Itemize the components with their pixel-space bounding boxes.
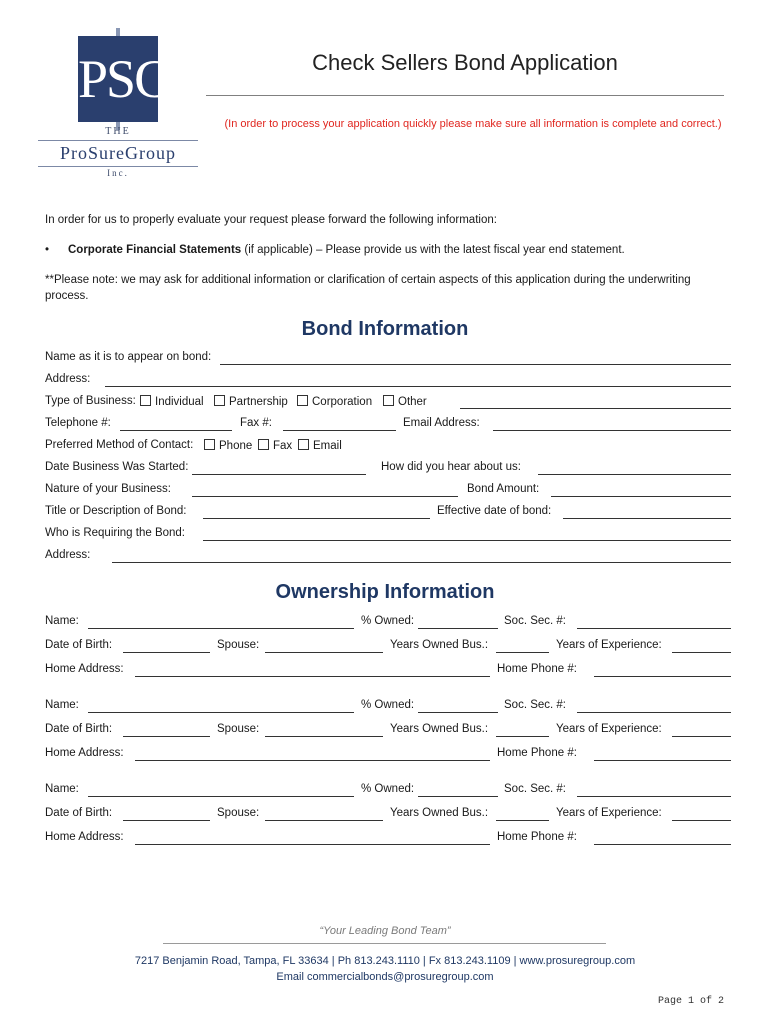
company-logo: PSG — [78, 36, 158, 122]
checkbox-box[interactable] — [383, 395, 394, 406]
owner-spouse-field[interactable] — [265, 652, 383, 653]
owner-percent-field[interactable] — [418, 712, 498, 713]
owner-spouse-label: Spouse: — [217, 639, 260, 651]
owner-years-owned-label: Years Owned Bus.: — [390, 723, 489, 735]
owner-years-owned-field[interactable] — [496, 736, 549, 737]
owner-name-field[interactable] — [88, 712, 354, 713]
checkbox-box[interactable] — [297, 395, 308, 406]
telephone-field[interactable] — [120, 430, 232, 431]
owner-name-field[interactable] — [88, 796, 354, 797]
owner-spouse-field[interactable] — [265, 820, 383, 821]
bond-amount-label: Bond Amount: — [467, 483, 540, 495]
contact-fax-checkbox[interactable] — [258, 439, 292, 452]
owner-percent-field[interactable] — [418, 628, 498, 629]
owner-years-owned-label: Years Owned Bus.: — [390, 807, 489, 819]
owner-experience-field[interactable] — [672, 820, 731, 821]
ownership-information-heading: Ownership Information — [275, 581, 495, 603]
owner-home-address-field[interactable] — [135, 844, 490, 845]
owner-ssn-field[interactable] — [577, 628, 731, 629]
owner-name-label: Name: — [45, 783, 79, 795]
contact-phone-label: Phone — [219, 440, 253, 452]
bond-information-heading: Bond Information — [301, 318, 469, 340]
owner-home-phone-field[interactable] — [594, 676, 731, 677]
bond-title-label: Title or Description of Bond: — [45, 505, 187, 517]
page-title: Check Sellers Bond Application — [312, 50, 618, 75]
type-other-label: Other — [398, 396, 427, 408]
nature-field[interactable] — [192, 496, 458, 497]
owner-spouse-field[interactable] — [265, 736, 383, 737]
owner-dob-label: Date of Birth: — [45, 807, 113, 819]
owner-dob-label: Date of Birth: — [45, 639, 113, 651]
completeness-notice: (In order to process your application quickly please make sure all information is complete and correct.) — [224, 118, 722, 130]
heard-about-label: How did you hear about us: — [381, 461, 522, 473]
owner-home-address-field[interactable] — [135, 760, 490, 761]
owner-spouse-label: Spouse: — [217, 723, 260, 735]
owner-home-phone-label: Home Phone #: — [497, 747, 577, 759]
fax-field[interactable] — [283, 430, 396, 431]
footer-tagline: “Your Leading Bond Team” — [319, 925, 451, 937]
checkbox-box[interactable] — [140, 395, 151, 406]
bullet-item — [68, 244, 748, 256]
type-individual-label: Individual — [155, 396, 204, 408]
bullet-dot: • — [45, 244, 50, 256]
owner-experience-label: Years of Experience: — [556, 639, 662, 651]
type-other-checkbox[interactable] — [383, 395, 427, 408]
bullet-rest-text: (if applicable) – Please provide us with the latest fiscal year end statement. — [241, 244, 625, 256]
contact-phone-checkbox[interactable] — [204, 439, 252, 452]
date-started-label: Date Business Was Started: — [45, 461, 189, 473]
owner-dob-field[interactable] — [123, 652, 210, 653]
owner-home-phone-field[interactable] — [594, 844, 731, 845]
owner-home-phone-label: Home Phone #: — [497, 663, 577, 675]
owner-percent-label: % Owned: — [361, 615, 415, 627]
checkbox-box[interactable] — [204, 439, 215, 450]
logo-rule-bottom — [38, 166, 198, 167]
owner-percent-label: % Owned: — [361, 783, 415, 795]
owner-name-field[interactable] — [88, 628, 354, 629]
type-corporation-label: Corporation — [312, 396, 373, 408]
checkbox-box[interactable] — [214, 395, 225, 406]
owner-ssn-field[interactable] — [577, 712, 731, 713]
owner-experience-field[interactable] — [672, 652, 731, 653]
contact-method-label: Preferred Method of Contact: — [45, 439, 194, 451]
fax-label: Fax #: — [240, 417, 272, 429]
owner-home-phone-field[interactable] — [594, 760, 731, 761]
heard-about-field[interactable] — [538, 474, 731, 475]
telephone-label: Telephone #: — [45, 417, 111, 429]
requiring-party-field[interactable] — [203, 540, 731, 541]
intro-text: In order for us to properly evaluate your request please forward the following information: — [45, 214, 497, 226]
title-rule — [206, 95, 724, 96]
owner-experience-field[interactable] — [672, 736, 731, 737]
checkbox-box[interactable] — [298, 439, 309, 450]
bond-title-field[interactable] — [203, 518, 430, 519]
owner-home-phone-label: Home Phone #: — [497, 831, 577, 843]
owner-dob-field[interactable] — [123, 736, 210, 737]
note-text: **Please note: we may ask for additional information or clarification of certain aspects of this application during the underwriting process. — [45, 274, 691, 302]
logo-the: THE — [105, 126, 131, 137]
owner-dob-field[interactable] — [123, 820, 210, 821]
footer-rule — [163, 943, 606, 944]
owner-home-address-label: Home Address: — [45, 663, 124, 675]
checkbox-box[interactable] — [258, 439, 269, 450]
email-label: Email Address: — [403, 417, 480, 429]
owner-home-address-field[interactable] — [135, 676, 490, 677]
requiring-party-label: Who is Requiring the Bond: — [45, 527, 185, 539]
address-field[interactable] — [105, 386, 731, 387]
owner-ssn-label: Soc. Sec. #: — [504, 783, 567, 795]
effective-date-label: Effective date of bond: — [437, 505, 552, 517]
contact-fax-label: Fax — [273, 440, 293, 452]
type-corporation-checkbox[interactable] — [297, 395, 372, 408]
owner-percent-field[interactable] — [418, 796, 498, 797]
owner-ssn-label: Soc. Sec. #: — [504, 699, 567, 711]
type-partnership-label: Partnership — [229, 396, 288, 408]
owner-ssn-field[interactable] — [577, 796, 731, 797]
date-started-field[interactable] — [192, 474, 366, 475]
owner-spouse-label: Spouse: — [217, 807, 260, 819]
type-partnership-checkbox[interactable] — [214, 395, 288, 408]
logo-inc: Inc. — [107, 168, 129, 178]
owner-home-address-label: Home Address: — [45, 747, 124, 759]
type-individual-checkbox[interactable] — [140, 395, 204, 408]
logo-company-name: ProSureGroup — [60, 143, 176, 163]
owner-experience-label: Years of Experience: — [556, 723, 662, 735]
business-type-label: Type of Business: — [45, 395, 136, 407]
nature-label: Nature of your Business: — [45, 483, 171, 495]
type-other-field[interactable] — [460, 408, 731, 409]
owner-home-address-label: Home Address: — [45, 831, 124, 843]
owner-name-label: Name: — [45, 699, 79, 711]
owner-years-owned-label: Years Owned Bus.: — [390, 639, 489, 651]
page-number: Page 1 of 2 — [658, 996, 725, 1007]
effective-date-field[interactable] — [563, 518, 731, 519]
requiring-address-label: Address: — [45, 549, 91, 561]
owner-name-label: Name: — [45, 615, 79, 627]
email-field[interactable] — [493, 430, 731, 431]
owner-dob-label: Date of Birth: — [45, 723, 113, 735]
requiring-address-field[interactable] — [112, 562, 731, 563]
bond-name-label: Name as it is to appear on bond: — [45, 351, 212, 363]
owner-ssn-label: Soc. Sec. #: — [504, 615, 567, 627]
bond-amount-field[interactable] — [551, 496, 731, 497]
footer-address: 7217 Benjamin Road, Tampa, FL 33634 | Ph 813.243.1110 | Fx 813.243.1109 | www.prosuregroup.com — [134, 955, 636, 967]
owner-experience-label: Years of Experience: — [556, 807, 662, 819]
address-label: Address: — [45, 373, 91, 385]
footer-email: Email commercialbonds@prosuregroup.com — [276, 971, 494, 983]
owner-years-owned-field[interactable] — [496, 820, 549, 821]
contact-email-checkbox[interactable] — [298, 439, 342, 452]
owner-years-owned-field[interactable] — [496, 652, 549, 653]
owner-percent-label: % Owned: — [361, 699, 415, 711]
contact-email-label: Email — [313, 440, 342, 452]
logo-rule-top — [38, 140, 198, 141]
bond-name-field[interactable] — [220, 364, 731, 365]
bullet-bold-text: Corporate Financial Statements — [68, 244, 242, 256]
